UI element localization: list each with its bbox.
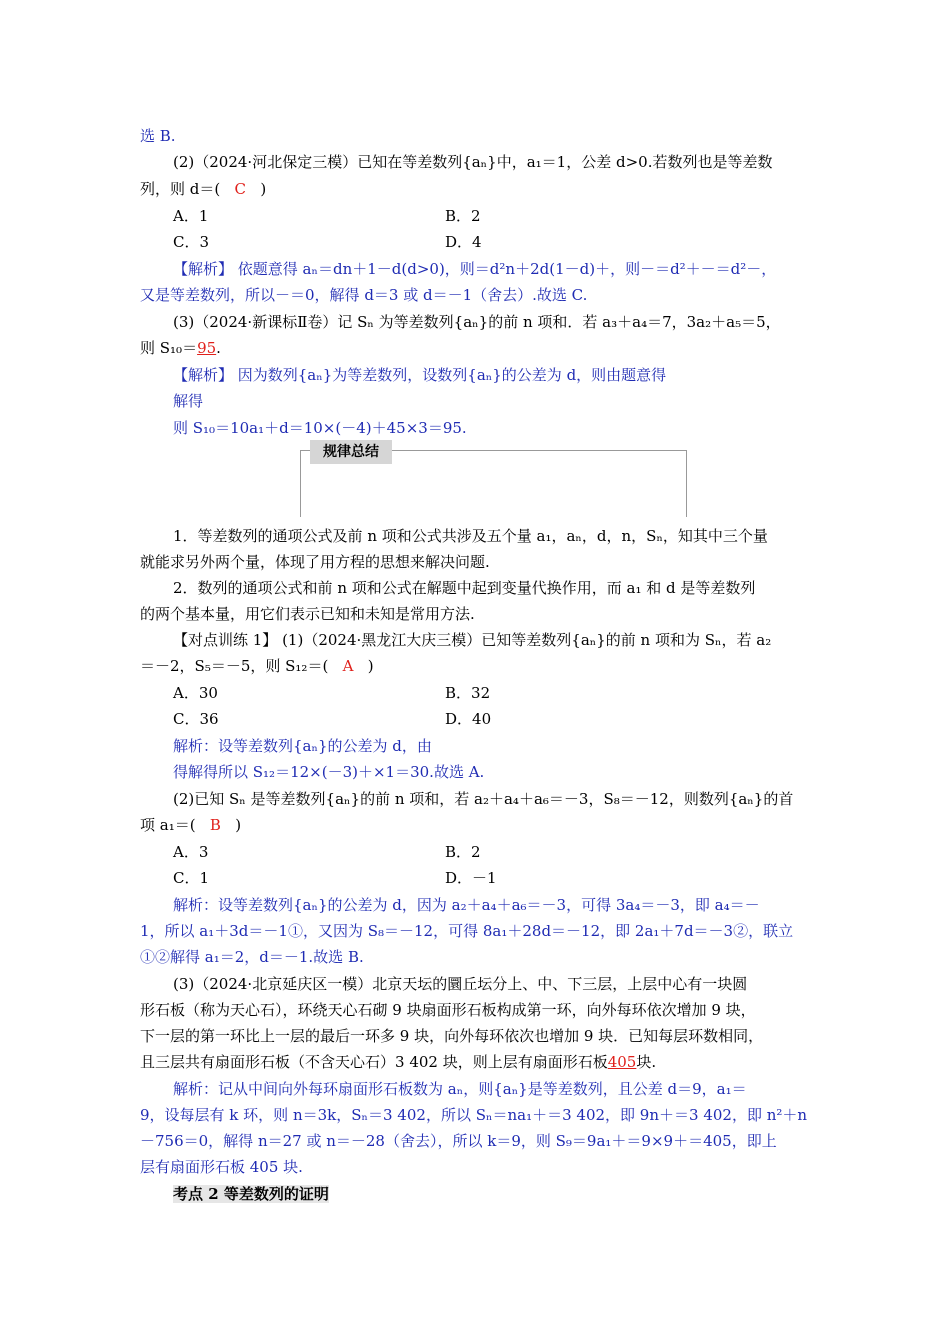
text: ＝－2，S₅＝－5，则 S₁₂＝( — [140, 657, 329, 675]
exercise-3-stem: (3)（2024·北京延庆区一模）北京天坛的圜丘坛分上、中、下三层，上层中心有一块圆 — [173, 975, 748, 993]
option-b: B．2 — [445, 207, 481, 225]
summary-line: 就能求另外两个量，体现了用方程的思想来解决问题. — [140, 553, 490, 571]
analysis-line: 解析：设等差数列{aₙ}的公差为 d，由 — [173, 737, 432, 755]
exercise-3-stem-cont: 形石板（称为天心石），环绕天心石砌 9 块扇面形石板构成第一环，向外每环依次增加 9 块， — [140, 1001, 756, 1019]
text: 项 a₁＝( — [140, 816, 196, 834]
exercise-1-stem: 【对点训练 1】 (1)（2024·黑龙江大庆三模）已知等差数列{aₙ}的前 n 项和为 Sₙ，若 a₂ — [173, 631, 772, 649]
text-line: 选 B. — [140, 127, 176, 145]
option-c: C．1 — [173, 869, 210, 887]
summary-line: 1．等差数列的通项公式及前 n 项和公式共涉及五个量 a₁，aₙ，d，n，Sₙ，知其中三个量 — [173, 527, 768, 545]
exercise-3-stem-cont: 下一层的第一环比上一层的最后一环多 9 块，向外每环依次也增加 9 块．已知每层环数相同， — [140, 1027, 764, 1045]
analysis-line: －756＝0，解得 n＝27 或 n＝－28（舍去），所以 k＝9，则 S₉＝9a₁＋＝9×9＋＝405，即上 — [140, 1132, 777, 1150]
exercise-3-stem-cont — [140, 1052, 656, 1072]
section-title: 考点 2 等差数列的证明 — [173, 1185, 329, 1203]
exercise-1-stem-cont — [140, 656, 374, 676]
text: 且三层共有扇面形石板（不含天心石）3 402 块，则上层有扇面形石板 — [140, 1053, 608, 1071]
option-c: C．3 — [173, 233, 210, 251]
exercise-2-stem: (2)已知 Sₙ 是等差数列{aₙ}的前 n 项和，若 a₂＋a₄＋a₆＝－3，S₈＝－12，则数列{aₙ}的首 — [173, 790, 794, 808]
exercise-2-stem-cont — [140, 815, 241, 835]
summary-title: 规律总结 — [310, 440, 392, 464]
problem-3-stem-cont — [140, 338, 221, 358]
option-d: D．40 — [445, 710, 492, 728]
summary-line: 2．数列的通项公式和前 n 项和公式在解题中起到变量代换作用，而 a₁ 和 d 是等差数列 — [173, 579, 756, 597]
option-d: D．－1 — [445, 869, 497, 887]
text: 块. — [636, 1053, 657, 1071]
analysis-line: 解析：记从中间向外每环扇面形石板数为 aₙ，则{aₙ}是等差数列，且公差 d＝9，a₁＝ — [173, 1080, 747, 1098]
option-a: A．1 — [173, 207, 209, 225]
analysis-line: 解得 — [173, 392, 204, 410]
analysis-line: 层有扇面形石板 405 块. — [140, 1158, 303, 1176]
analysis-line: 【解析】 依题意得 aₙ＝dn＋1－d(d>0)，则＝d²n＋2d(1－d)＋，则－＝d²＋－＝d²－， — [173, 260, 777, 278]
analysis-line: ①②解得 a₁＝2，d＝－1.故选 B. — [140, 948, 364, 966]
analysis-line: 【解析】 因为数列{aₙ}为等差数列，设数列{aₙ}的公差为 d，则由题意得 — [173, 366, 667, 384]
text: ) — [367, 657, 374, 675]
analysis-line: 1，所以 a₁＋3d＝－1①，又因为 S₈＝－12，可得 8a₁＋28d＝－12，即 2a₁＋7d＝－3②，联立 — [140, 922, 794, 940]
problem-2-stem: (2)（2024·河北保定三模）已知在等差数列{aₙ}中，a₁＝1，公差 d>0.若数列也是等差数 — [173, 153, 773, 171]
text: ) — [260, 180, 267, 198]
answer-choice: A — [342, 657, 354, 675]
analysis-line: 得解得所以 S₁₂＝12×(－3)＋×1＝30.故选 A. — [173, 763, 485, 781]
answer-choice: B — [209, 816, 221, 834]
analysis-line: 则 S₁₀＝10a₁＋d＝10×(－4)＋45×3＝95. — [173, 419, 467, 437]
problem-3-stem: (3)（2024·新课标Ⅱ卷）记 Sₙ 为等差数列{aₙ}的前 n 项和．若 a₃＋a₄＝7，3a₂＋a₅＝5， — [173, 313, 781, 331]
answer-blank: 405 — [607, 1053, 637, 1071]
text: ) — [235, 816, 242, 834]
option-b: B．32 — [445, 684, 491, 702]
option-a: A．3 — [173, 843, 209, 861]
answer-blank: 95 — [197, 339, 217, 357]
analysis-line: 9，设每层有 k 环，则 n＝3k，Sₙ＝3 402，所以 Sₙ＝na₁＋＝3 402，即 9n＋＝3 402，即 n²＋n — [140, 1106, 808, 1124]
answer-choice: C — [234, 180, 247, 198]
analysis-line: 解析：设等差数列{aₙ}的公差为 d，因为 a₂＋a₄＋a₆＝－3，可得 3a₄＝－3，即 a₄＝－ — [173, 896, 760, 914]
summary-line: 的两个基本量，用它们表示已知和未知是常用方法. — [140, 605, 475, 623]
option-a: A．30 — [173, 684, 218, 702]
option-b: B．2 — [445, 843, 481, 861]
text: . — [216, 339, 221, 357]
option-c: C．36 — [173, 710, 219, 728]
text: 列，则 d＝( — [140, 180, 221, 198]
analysis-line: 又是等差数列，所以－＝0，解得 d＝3 或 d＝－1（舍去）.故选 C. — [140, 286, 588, 304]
problem-2-stem-cont — [140, 179, 266, 199]
option-d: D．4 — [445, 233, 482, 251]
section-heading — [173, 1184, 329, 1204]
text: 则 S₁₀＝ — [140, 339, 198, 357]
